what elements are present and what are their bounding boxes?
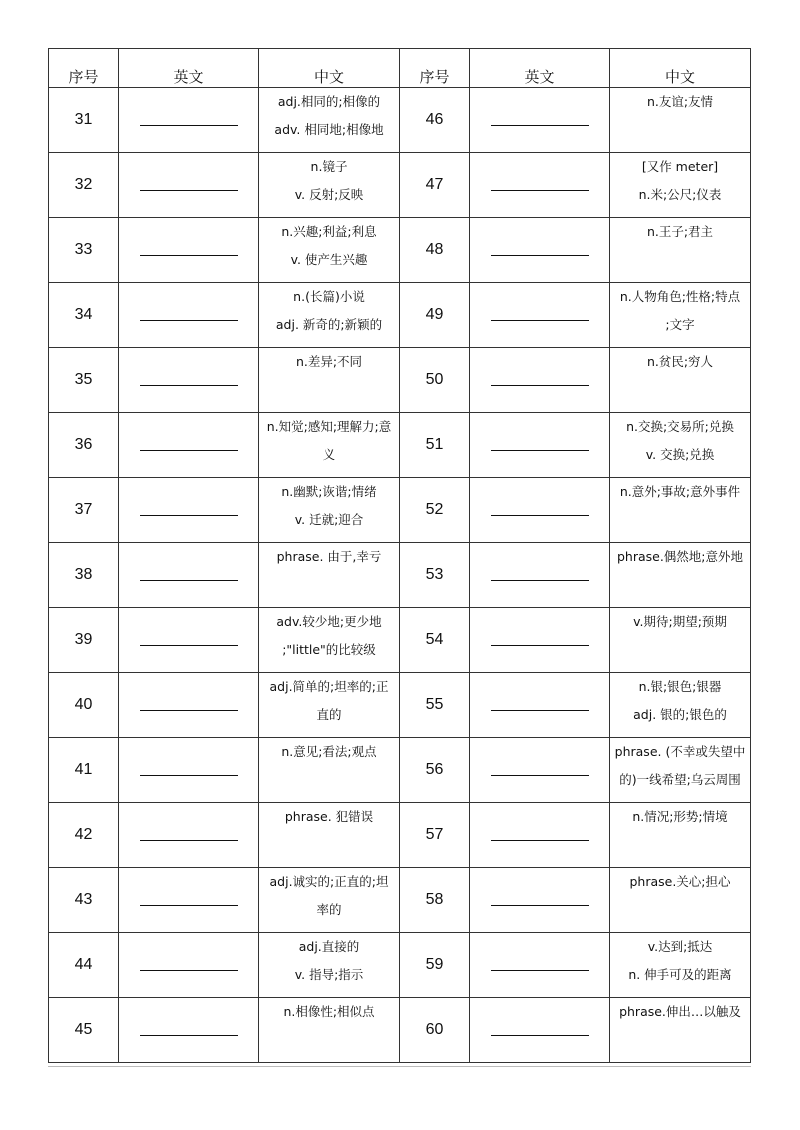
chinese-definition bbox=[259, 543, 400, 608]
vocabulary-table bbox=[48, 48, 751, 1063]
definition-line: adj. 新奇的;新颖的 bbox=[275, 317, 383, 332]
english-answer-cell bbox=[119, 738, 259, 803]
definition-line: n.王子;君主 bbox=[646, 224, 714, 239]
answer-blank[interactable] bbox=[491, 645, 589, 646]
definition-line: n.人物角色;性格;特点 bbox=[619, 289, 741, 304]
table-row bbox=[49, 933, 751, 998]
definition-line: phrase.关心;担心 bbox=[629, 874, 731, 889]
chinese-definition bbox=[610, 673, 751, 738]
english-answer-cell bbox=[119, 543, 259, 608]
chinese-definition bbox=[259, 413, 400, 478]
chinese-definition bbox=[259, 153, 400, 218]
definition-line: ;"little"的比较级 bbox=[282, 642, 376, 657]
definition-line: n.差异;不同 bbox=[295, 354, 363, 369]
english-answer-cell bbox=[119, 413, 259, 478]
item-number: 49 bbox=[400, 283, 470, 348]
definition-line: 的)一线希望;乌云周围 bbox=[619, 772, 741, 787]
english-answer-cell bbox=[470, 998, 610, 1063]
definition-line: n.兴趣;利益;利息 bbox=[281, 224, 377, 239]
chinese-definition bbox=[610, 348, 751, 413]
english-answer-cell bbox=[119, 803, 259, 868]
definition-line: n.(长篇)小说 bbox=[293, 289, 365, 304]
english-answer-cell bbox=[470, 218, 610, 283]
table-row bbox=[49, 803, 751, 868]
definition-line: v.达到;抵达 bbox=[647, 939, 713, 954]
header-row bbox=[49, 49, 751, 88]
item-number: 57 bbox=[400, 803, 470, 868]
definition-line: n.情况;形势;情境 bbox=[632, 809, 728, 824]
item-number: 51 bbox=[400, 413, 470, 478]
item-number: 45 bbox=[49, 998, 119, 1063]
item-number: 43 bbox=[49, 868, 119, 933]
table-body bbox=[49, 88, 751, 1063]
definition-line: n.知觉;感知;理解力;意 bbox=[266, 419, 392, 434]
chinese-definition bbox=[259, 478, 400, 543]
english-answer-cell bbox=[119, 88, 259, 153]
english-answer-cell bbox=[119, 673, 259, 738]
definition-line: 义 bbox=[322, 447, 336, 462]
answer-blank[interactable] bbox=[140, 515, 238, 516]
answer-blank[interactable] bbox=[491, 515, 589, 516]
header-chinese-right: 中文 bbox=[610, 49, 751, 88]
answer-blank[interactable] bbox=[491, 190, 589, 191]
answer-blank[interactable] bbox=[491, 385, 589, 386]
definition-line: v. 指导;指示 bbox=[294, 967, 364, 982]
english-answer-cell bbox=[470, 673, 610, 738]
answer-blank[interactable] bbox=[491, 255, 589, 256]
english-answer-cell bbox=[119, 608, 259, 673]
table-row bbox=[49, 478, 751, 543]
chinese-definition bbox=[259, 933, 400, 998]
answer-blank[interactable] bbox=[140, 710, 238, 711]
item-number: 42 bbox=[49, 803, 119, 868]
table-row bbox=[49, 283, 751, 348]
table-row bbox=[49, 998, 751, 1063]
item-number: 32 bbox=[49, 153, 119, 218]
table-row bbox=[49, 868, 751, 933]
definition-line: 直的 bbox=[316, 707, 342, 722]
chinese-definition bbox=[610, 478, 751, 543]
chinese-definition bbox=[259, 348, 400, 413]
answer-blank[interactable] bbox=[140, 580, 238, 581]
header-english-left: 英文 bbox=[119, 49, 259, 88]
definition-line: phrase.伸出…以触及 bbox=[619, 1004, 741, 1019]
definition-line: 率的 bbox=[316, 902, 342, 917]
answer-blank[interactable] bbox=[491, 905, 589, 906]
answer-blank[interactable] bbox=[491, 580, 589, 581]
table-row bbox=[49, 218, 751, 283]
english-answer-cell bbox=[470, 478, 610, 543]
answer-blank[interactable] bbox=[140, 840, 238, 841]
english-answer-cell bbox=[470, 88, 610, 153]
english-answer-cell bbox=[470, 738, 610, 803]
item-number: 47 bbox=[400, 153, 470, 218]
item-number: 46 bbox=[400, 88, 470, 153]
chinese-definition bbox=[259, 283, 400, 348]
definition-line: adj. 银的;银色的 bbox=[633, 707, 727, 722]
chinese-definition bbox=[610, 738, 751, 803]
english-answer-cell bbox=[119, 998, 259, 1063]
answer-blank[interactable] bbox=[491, 1035, 589, 1036]
definition-line: phrase. 由于,幸亏 bbox=[276, 549, 382, 564]
definition-line: n.相像性;相似点 bbox=[283, 1004, 375, 1019]
item-number: 59 bbox=[400, 933, 470, 998]
chinese-definition bbox=[259, 738, 400, 803]
answer-blank[interactable] bbox=[491, 840, 589, 841]
chinese-definition bbox=[610, 543, 751, 608]
english-answer-cell bbox=[470, 543, 610, 608]
header-english-right: 英文 bbox=[470, 49, 610, 88]
item-number: 55 bbox=[400, 673, 470, 738]
answer-blank[interactable] bbox=[491, 710, 589, 711]
answer-blank[interactable] bbox=[140, 125, 238, 126]
definition-line: phrase.偶然地;意外地 bbox=[616, 549, 744, 564]
english-answer-cell bbox=[119, 348, 259, 413]
item-number: 33 bbox=[49, 218, 119, 283]
item-number: 54 bbox=[400, 608, 470, 673]
definition-line: v.期待;期望;预期 bbox=[633, 614, 727, 629]
answer-blank[interactable] bbox=[491, 775, 589, 776]
answer-blank[interactable] bbox=[140, 645, 238, 646]
chinese-definition bbox=[259, 218, 400, 283]
item-number: 40 bbox=[49, 673, 119, 738]
english-answer-cell bbox=[119, 478, 259, 543]
table-row bbox=[49, 543, 751, 608]
definition-line: n.银;银色;银器 bbox=[638, 679, 722, 694]
definition-line: v. 迁就;迎合 bbox=[294, 512, 364, 527]
definition-line: n.友谊;友情 bbox=[646, 94, 714, 109]
definition-line: phrase. 犯错误 bbox=[284, 809, 374, 824]
definition-line: v. 交换;兑换 bbox=[645, 447, 715, 462]
english-answer-cell bbox=[470, 608, 610, 673]
item-number: 34 bbox=[49, 283, 119, 348]
definition-line: adj.相同的;相像的 bbox=[277, 94, 381, 109]
item-number: 38 bbox=[49, 543, 119, 608]
item-number: 53 bbox=[400, 543, 470, 608]
definition-line: n.幽默;诙谐;情绪 bbox=[281, 484, 377, 499]
english-answer-cell bbox=[119, 933, 259, 998]
item-number: 50 bbox=[400, 348, 470, 413]
item-number: 60 bbox=[400, 998, 470, 1063]
chinese-definition bbox=[610, 608, 751, 673]
definition-line: n.米;公尺;仪表 bbox=[638, 187, 722, 202]
answer-blank[interactable] bbox=[491, 970, 589, 971]
answer-blank[interactable] bbox=[140, 385, 238, 386]
english-answer-cell bbox=[119, 153, 259, 218]
header-chinese-left: 中文 bbox=[259, 49, 400, 88]
table-row bbox=[49, 153, 751, 218]
item-number: 35 bbox=[49, 348, 119, 413]
item-number: 41 bbox=[49, 738, 119, 803]
item-number: 36 bbox=[49, 413, 119, 478]
definition-line: n.镜子 bbox=[310, 159, 348, 174]
definition-line: ;文字 bbox=[665, 317, 695, 332]
chinese-definition bbox=[610, 803, 751, 868]
chinese-definition bbox=[259, 673, 400, 738]
answer-blank[interactable] bbox=[140, 190, 238, 191]
definition-line: n. 伸手可及的距离 bbox=[628, 967, 732, 982]
english-answer-cell bbox=[470, 348, 610, 413]
definition-line: n.意外;事故;意外事件 bbox=[619, 484, 741, 499]
definition-line: v. 使产生兴趣 bbox=[290, 252, 368, 267]
english-answer-cell bbox=[470, 413, 610, 478]
chinese-definition bbox=[259, 803, 400, 868]
answer-blank[interactable] bbox=[140, 775, 238, 776]
chinese-definition bbox=[610, 88, 751, 153]
definition-line: adj.诚实的;正直的;坦 bbox=[269, 874, 389, 889]
chinese-definition bbox=[610, 153, 751, 218]
chinese-definition bbox=[259, 998, 400, 1063]
header-number-left: 序号 bbox=[49, 49, 119, 88]
item-number: 39 bbox=[49, 608, 119, 673]
answer-blank[interactable] bbox=[491, 125, 589, 126]
english-answer-cell bbox=[470, 868, 610, 933]
definition-line: adj.直接的 bbox=[298, 939, 360, 954]
header-number-right: 序号 bbox=[400, 49, 470, 88]
item-number: 48 bbox=[400, 218, 470, 283]
vocabulary-worksheet bbox=[48, 48, 751, 1063]
english-answer-cell bbox=[470, 803, 610, 868]
chinese-definition bbox=[610, 868, 751, 933]
english-answer-cell bbox=[470, 283, 610, 348]
definition-line: n.贫民;穷人 bbox=[646, 354, 714, 369]
chinese-definition bbox=[610, 933, 751, 998]
chinese-definition bbox=[610, 218, 751, 283]
english-answer-cell bbox=[119, 218, 259, 283]
answer-blank[interactable] bbox=[140, 1035, 238, 1036]
item-number: 31 bbox=[49, 88, 119, 153]
table-row bbox=[49, 673, 751, 738]
table-row bbox=[49, 413, 751, 478]
definition-line: v. 反射;反映 bbox=[294, 187, 364, 202]
page-bottom-rule bbox=[48, 1066, 751, 1067]
chinese-definition bbox=[610, 998, 751, 1063]
answer-blank[interactable] bbox=[491, 450, 589, 451]
english-answer-cell bbox=[119, 868, 259, 933]
definition-line: n.意见;看法;观点 bbox=[281, 744, 377, 759]
chinese-definition bbox=[610, 413, 751, 478]
item-number: 56 bbox=[400, 738, 470, 803]
chinese-definition bbox=[610, 283, 751, 348]
table-row bbox=[49, 348, 751, 413]
item-number: 52 bbox=[400, 478, 470, 543]
answer-blank[interactable] bbox=[140, 255, 238, 256]
definition-line: phrase. (不幸或失望中 bbox=[614, 744, 746, 759]
table-row bbox=[49, 608, 751, 673]
chinese-definition bbox=[259, 608, 400, 673]
item-number: 37 bbox=[49, 478, 119, 543]
answer-blank[interactable] bbox=[491, 320, 589, 321]
definition-line: adv.较少地;更少地 bbox=[276, 614, 382, 629]
answer-blank[interactable] bbox=[140, 320, 238, 321]
chinese-definition bbox=[259, 868, 400, 933]
answer-blank[interactable] bbox=[140, 905, 238, 906]
table-row bbox=[49, 88, 751, 153]
chinese-definition bbox=[259, 88, 400, 153]
english-answer-cell bbox=[470, 153, 610, 218]
english-answer-cell bbox=[470, 933, 610, 998]
item-number: 58 bbox=[400, 868, 470, 933]
english-answer-cell bbox=[119, 283, 259, 348]
definition-line: n.交换;交易所;兑换 bbox=[626, 419, 734, 434]
answer-blank[interactable] bbox=[140, 450, 238, 451]
answer-blank[interactable] bbox=[140, 970, 238, 971]
item-number: 44 bbox=[49, 933, 119, 998]
definition-line: adv. 相同地;相像地 bbox=[274, 122, 384, 137]
definition-line: adj.简单的;坦率的;正 bbox=[269, 679, 389, 694]
definition-line: [又作 meter] bbox=[641, 159, 719, 174]
table-row bbox=[49, 738, 751, 803]
